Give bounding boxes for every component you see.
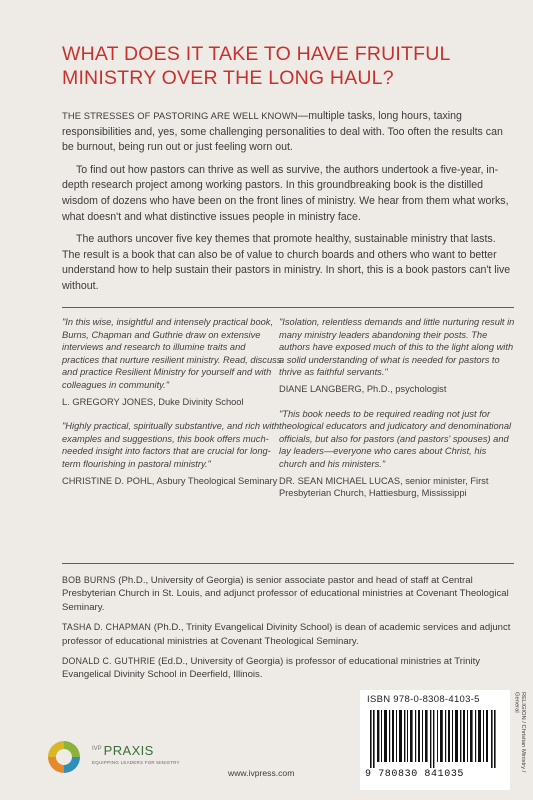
endorsement-attribution — [62, 396, 284, 409]
praxis-emblem-icon — [44, 738, 84, 776]
author-name: TASHA D. CHAPMAN — [62, 622, 152, 633]
publisher-website: www.ivpress.com — [228, 768, 295, 778]
description-paragraph-3: The authors uncover five key themes that promote healthy, sustainable ministry that lasts. The result is a book that can also be of value to church boards and others who want to better understand how to help sustain their pastors in ministry. In short, this is a book pastors can't live without. — [62, 233, 511, 292]
logo-tagline: EQUIPPING LEADERS FOR MINISTRY — [92, 760, 180, 765]
author-bio-text: (Ph.D., University of Georgia) is senior associate pastor and head of staff at Central Presbyterian Church in St. Louis, and adjunct professor of educational ministries at Covenant Theological Seminary. — [62, 575, 509, 613]
endorsement-attribution — [279, 475, 515, 500]
headline-line-1: WHAT DOES IT TAKE TO HAVE FRUITFUL — [62, 43, 451, 65]
headline-line-2: MINISTRY OVER THE LONG HAUL? — [62, 67, 394, 89]
isbn-label: ISBN 978-0-8308-4103-5 — [367, 694, 480, 705]
logo-praxis: PRAXIS — [103, 743, 154, 758]
logo-ivp: IVP — [92, 746, 102, 752]
author-name: BOB BURNS — [62, 575, 116, 585]
bisac-category: RELIGION / Christian Ministry / General — [513, 692, 526, 773]
endorsements-left — [62, 316, 284, 499]
logo-wordmark — [92, 743, 154, 758]
description-lead: THE STRESSES OF PASTORING ARE WELL KNOWN — [62, 110, 298, 121]
endorser-name: CHRISTINE D. POHL — [62, 475, 152, 486]
description-paragraph-2: To find out how pastors can thrive as well as survive, the authors undertook a five-year, in-depth research project among working pastors. In this groundbreaking book is the distilled wisdom of dozens who have been on the front lines of ministry. We hear from them what works, what doesn't and what distinctive issues people in ministry face. — [62, 163, 509, 223]
endorser-name: L. GREGORY JONES — [62, 396, 154, 407]
headline — [62, 42, 502, 90]
endorsement-quote: "Highly practical, spiritually substantive, and rich with examples and suggestions, this book offers much-needed insight into factors that are crucial for long-term flourishing in pastoral ministry." — [62, 421, 280, 469]
author-bio-text: (Ph.D., Trinity Evangelical Divinity School) is dean of academic services and adjunct professor of educational ministries at Covenant Theological Seminary. — [62, 622, 511, 647]
endorser-name: DIANE LANGBERG — [279, 383, 362, 394]
description-p1-text: —multiple tasks, long hours, taxing responsibilities and, yes, some challenging personalities to deal with. Too often the results can be burnout, being run out or just feeling worn out. — [62, 110, 503, 154]
endorsement-attribution — [279, 383, 515, 396]
endorsement-quote: "In this wise, insightful and intensely practical book, Burns, Chapman and Guthrie draw on extensive interviews and research to illumine traits and practices that nurture resilient ministry. Read, discuss and practice Resilient Ministry for yourself and with colleagues in community." — [62, 317, 282, 390]
endorser-affiliation: , Duke Divinity School — [153, 396, 244, 407]
endorsements-right — [279, 316, 515, 512]
endorsement-quote: "Isolation, relentless demands and little nurturing result in many ministry leaders abandoning their posts. The authors have exposed much of this to the light along with a solid understanding of what is needed for pastors to thrive as faithful servants." — [279, 317, 515, 378]
author-bio — [62, 574, 514, 614]
isbn-barcode — [360, 690, 510, 790]
divider-bottom — [62, 563, 514, 564]
author-name: DONALD C. GUTHRIE — [62, 656, 156, 667]
endorser-affiliation: , Ph.D., psychologist — [361, 383, 447, 394]
author-bios — [62, 574, 514, 689]
endorsement-quote: "This book needs to be required reading not just for theological educators and judicatory and denominational officials, but also for pastors (and pastors' spouses) and lay leaders—everyone who cares about Christ, his church and his ministers." — [279, 408, 512, 469]
author-bio-text: (Ed.D., University of Georgia) is professor of educational ministries at Trinity Evangelical Divinity School in Deerfield, Illinois. — [62, 656, 481, 681]
barcode-bars-icon — [370, 710, 500, 768]
description — [62, 108, 514, 302]
endorser-affiliation: , senior minister, First Presbyterian Church, Hattiesburg, Mississippi — [279, 475, 489, 499]
author-bio — [62, 655, 514, 682]
endorser-name: DR. SEAN MICHAEL LUCAS — [279, 475, 401, 486]
description-paragraph-1 — [62, 108, 514, 156]
divider-top — [62, 307, 514, 308]
barcode-digits: 9 780830 841035 — [365, 769, 465, 780]
endorser-affiliation: , Asbury Theological Seminary — [151, 475, 278, 486]
endorsement-attribution — [62, 475, 284, 488]
author-bio — [62, 621, 514, 648]
